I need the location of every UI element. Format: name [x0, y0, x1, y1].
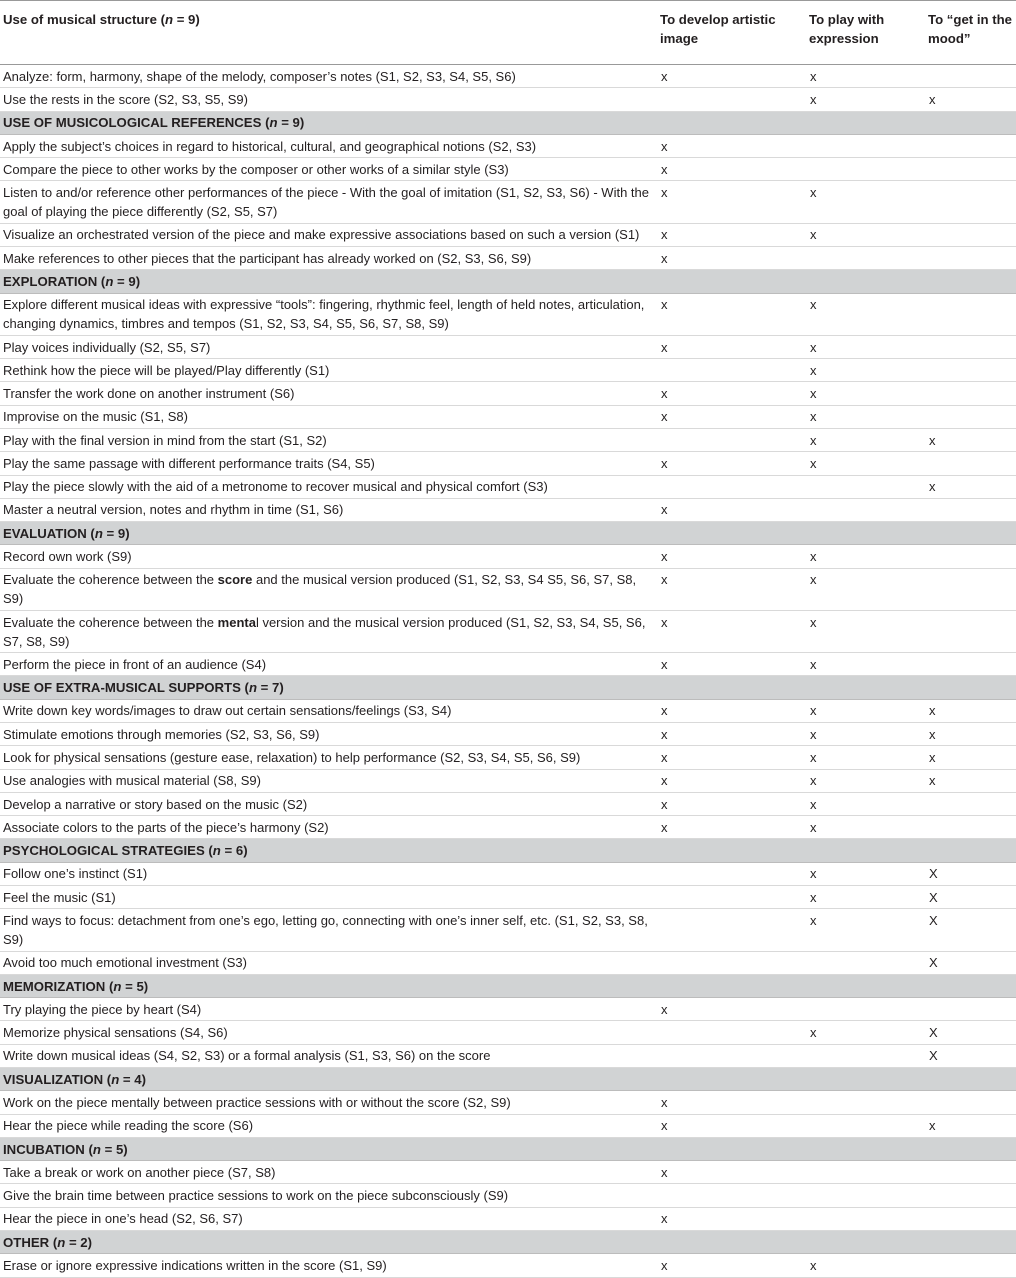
- mark-artistic-image: [657, 475, 806, 498]
- section-header: [0, 111, 1016, 134]
- table-row: [0, 1044, 1016, 1067]
- table-row: [0, 723, 1016, 746]
- section-header: [0, 974, 1016, 997]
- table-row: [0, 382, 1016, 405]
- table-row: [0, 1161, 1016, 1184]
- strategy-cell: Find ways to focus: detachment from one’s ego, letting go, connecting with one’s inner self, etc. (S1, S2, S3, S8, S9): [0, 909, 657, 951]
- section-title: [0, 111, 1016, 134]
- table-row: [0, 1207, 1016, 1230]
- section-title: [0, 1137, 1016, 1160]
- table-body: [0, 65, 1016, 1278]
- section-header: [0, 839, 1016, 862]
- table-header: [0, 1, 1016, 65]
- strategy-cell: Play the same passage with different performance traits (S4, S5): [0, 452, 657, 475]
- mark-get-in-the-mood: [925, 181, 1016, 223]
- strategy-cell: Apply the subject’s choices in regard to historical, cultural, and geographical notions (S2, S3): [0, 134, 657, 157]
- mark-get-in-the-mood: x: [925, 1114, 1016, 1137]
- table-row: [0, 158, 1016, 181]
- strategy-cell: Perform the piece in front of an audience (S4): [0, 653, 657, 676]
- mark-play-with-expression: x: [806, 88, 925, 111]
- mark-play-with-expression: x: [806, 359, 925, 382]
- section-title: [0, 839, 1016, 862]
- mark-play-with-expression: x: [806, 653, 925, 676]
- strategy-emphasis: score: [217, 572, 253, 588]
- mark-play-with-expression: x: [806, 792, 925, 815]
- section-title: [0, 1230, 1016, 1253]
- strategy-cell: Explore different musical ideas with expressive “tools”: fingering, rhythmic feel, length of held notes, articulation, changing dynamics, timbres and tempos (S1, S2, S3, S4, S5, S6, S7, S8, S9): [0, 293, 657, 335]
- mark-get-in-the-mood: X: [925, 951, 1016, 974]
- mark-get-in-the-mood: [925, 1161, 1016, 1184]
- mark-play-with-expression: x: [806, 65, 925, 88]
- mark-get-in-the-mood: x: [925, 746, 1016, 769]
- mark-artistic-image: x: [657, 1207, 806, 1230]
- strategy-emphasis: menta: [217, 614, 256, 630]
- strategy-cell: Master a neutral version, notes and rhythm in time (S1, S6): [0, 498, 657, 521]
- strategy-cell: Write down key words/images to draw out certain sensations/feelings (S3, S4): [0, 699, 657, 722]
- strategy-cell: Work on the piece mentally between practice sessions with or without the score (S2, S9): [0, 1091, 657, 1114]
- mark-artistic-image: x: [657, 792, 806, 815]
- strategy-cell: Give the brain time between practice sessions to work on the piece subconsciously (S9): [0, 1184, 657, 1207]
- mark-get-in-the-mood: x: [925, 769, 1016, 792]
- mark-play-with-expression: [806, 1207, 925, 1230]
- mark-play-with-expression: [806, 1044, 925, 1067]
- mark-play-with-expression: [806, 998, 925, 1021]
- mark-get-in-the-mood: [925, 382, 1016, 405]
- mark-play-with-expression: x: [806, 568, 925, 610]
- strategy-cell: Use the rests in the score (S2, S3, S5, S9): [0, 88, 657, 111]
- mark-play-with-expression: x: [806, 723, 925, 746]
- mark-play-with-expression: [806, 158, 925, 181]
- mark-play-with-expression: x: [806, 335, 925, 358]
- mark-play-with-expression: [806, 1184, 925, 1207]
- mark-play-with-expression: x: [806, 223, 925, 246]
- mark-artistic-image: x: [657, 699, 806, 722]
- mark-artistic-image: x: [657, 1161, 806, 1184]
- mark-artistic-image: x: [657, 998, 806, 1021]
- table-row: [0, 1091, 1016, 1114]
- section-title-text: EXPLORATION (: [3, 273, 106, 289]
- section-title-text: MEMORIZATION (: [3, 978, 114, 994]
- table-row: [0, 998, 1016, 1021]
- mark-get-in-the-mood: x: [925, 699, 1016, 722]
- strategy-cell: Associate colors to the parts of the piece’s harmony (S2): [0, 816, 657, 839]
- strategy-cell: Visualize an orchestrated version of the piece and make expressive associations based on such a version (S1): [0, 223, 657, 246]
- table-row: [0, 293, 1016, 335]
- section-title: [0, 676, 1016, 699]
- mark-get-in-the-mood: [925, 792, 1016, 815]
- table-row: [0, 181, 1016, 223]
- section-title: [0, 974, 1016, 997]
- strategy-cell: Stimulate emotions through memories (S2, S3, S6, S9): [0, 723, 657, 746]
- mark-artistic-image: x: [657, 816, 806, 839]
- mark-artistic-image: x: [657, 746, 806, 769]
- mark-get-in-the-mood: [925, 405, 1016, 428]
- table-row: [0, 134, 1016, 157]
- strategy-cell: Make references to other pieces that the participant has already worked on (S2, S3, S6, S9): [0, 246, 657, 269]
- mark-artistic-image: [657, 862, 806, 885]
- strategy-cell: Analyze: form, harmony, shape of the melody, composer’s notes (S1, S2, S3, S4, S5, S6): [0, 65, 657, 88]
- mark-artistic-image: x: [657, 452, 806, 475]
- mark-artistic-image: [657, 428, 806, 451]
- strategy-cell: Write down musical ideas (S4, S2, S3) or a formal analysis (S1, S3, S6) on the score: [0, 1044, 657, 1067]
- table-row: [0, 545, 1016, 568]
- strategy-cell: Rethink how the piece will be played/Play differently (S1): [0, 359, 657, 382]
- mark-artistic-image: [657, 1184, 806, 1207]
- mark-get-in-the-mood: [925, 335, 1016, 358]
- strategy-cell: Memorize physical sensations (S4, S6): [0, 1021, 657, 1044]
- mark-get-in-the-mood: [925, 998, 1016, 1021]
- mark-artistic-image: [657, 886, 806, 909]
- section-count: = 5): [100, 1141, 128, 1157]
- mark-get-in-the-mood: X: [925, 909, 1016, 951]
- mark-artistic-image: x: [657, 65, 806, 88]
- mark-get-in-the-mood: [925, 1254, 1016, 1277]
- section-n-label: n: [113, 978, 122, 994]
- mark-artistic-image: x: [657, 545, 806, 568]
- mark-artistic-image: x: [657, 1091, 806, 1114]
- strategy-cell: [0, 610, 657, 652]
- table-row: [0, 1184, 1016, 1207]
- mark-get-in-the-mood: [925, 293, 1016, 335]
- table-row: [0, 886, 1016, 909]
- mark-artistic-image: x: [657, 335, 806, 358]
- section-header: [0, 1137, 1016, 1160]
- strategy-cell: Use analogies with musical material (S8, S9): [0, 769, 657, 792]
- table-row: [0, 816, 1016, 839]
- mark-get-in-the-mood: [925, 568, 1016, 610]
- mark-artistic-image: x: [657, 653, 806, 676]
- mark-get-in-the-mood: [925, 1184, 1016, 1207]
- strategy-cell: Record own work (S9): [0, 545, 657, 568]
- strategy-cell: Look for physical sensations (gesture ease, relaxation) to help performance (S2, S3, S4, S5, S6, S9): [0, 746, 657, 769]
- mark-play-with-expression: x: [806, 1021, 925, 1044]
- mark-get-in-the-mood: [925, 452, 1016, 475]
- mark-artistic-image: [657, 951, 806, 974]
- mark-artistic-image: x: [657, 158, 806, 181]
- mark-get-in-the-mood: x: [925, 428, 1016, 451]
- table-row: [0, 475, 1016, 498]
- mark-get-in-the-mood: x: [925, 88, 1016, 111]
- strategy-cell: Erase or ignore expressive indications written in the score (S1, S9): [0, 1254, 657, 1277]
- strategy-cell: Play voices individually (S2, S5, S7): [0, 335, 657, 358]
- section-count: = 2): [65, 1234, 93, 1250]
- mark-artistic-image: x: [657, 723, 806, 746]
- table-row: [0, 428, 1016, 451]
- mark-play-with-expression: [806, 475, 925, 498]
- mark-get-in-the-mood: [925, 246, 1016, 269]
- mark-play-with-expression: x: [806, 909, 925, 951]
- section-header: [0, 1067, 1016, 1090]
- mark-get-in-the-mood: [925, 1207, 1016, 1230]
- mark-get-in-the-mood: x: [925, 475, 1016, 498]
- mark-get-in-the-mood: X: [925, 862, 1016, 885]
- table-row: [0, 405, 1016, 428]
- mark-play-with-expression: [806, 951, 925, 974]
- strategy-cell: Improvise on the music (S1, S8): [0, 405, 657, 428]
- section-title-text: PSYCHOLOGICAL STRATEGIES (: [3, 843, 213, 859]
- header-artistic-image: To develop artistic image: [657, 1, 806, 65]
- section-title-text: OTHER (: [3, 1234, 58, 1250]
- strategy-text: Evaluate the coherence between the: [3, 572, 218, 588]
- mark-get-in-the-mood: [925, 65, 1016, 88]
- mark-get-in-the-mood: [925, 653, 1016, 676]
- mark-play-with-expression: [806, 246, 925, 269]
- mark-artistic-image: x: [657, 223, 806, 246]
- mark-artistic-image: [657, 909, 806, 951]
- section-n-label: n: [105, 273, 114, 289]
- mark-play-with-expression: x: [806, 1254, 925, 1277]
- section-count: = 9): [277, 115, 305, 131]
- table-row: [0, 610, 1016, 652]
- header-strategy-count: = 9): [173, 12, 200, 27]
- table-row: [0, 223, 1016, 246]
- mark-artistic-image: x: [657, 134, 806, 157]
- mark-get-in-the-mood: [925, 610, 1016, 652]
- mark-artistic-image: x: [657, 1254, 806, 1277]
- section-title-text: VISUALIZATION (: [3, 1071, 112, 1087]
- mark-get-in-the-mood: [925, 498, 1016, 521]
- section-title-text: EVALUATION (: [3, 525, 95, 541]
- table-row: [0, 1114, 1016, 1137]
- mark-play-with-expression: [806, 1091, 925, 1114]
- section-header: [0, 1230, 1016, 1253]
- header-get-in-the-mood: To “get in the mood”: [925, 1, 1016, 65]
- strategy-cell: Avoid too much emotional investment (S3): [0, 951, 657, 974]
- strategy-cell: Play with the final version in mind from the start (S1, S2): [0, 428, 657, 451]
- mark-play-with-expression: [806, 498, 925, 521]
- mark-artistic-image: x: [657, 181, 806, 223]
- strategy-cell: Transfer the work done on another instrument (S6): [0, 382, 657, 405]
- mark-artistic-image: x: [657, 568, 806, 610]
- table-row: [0, 88, 1016, 111]
- table-row: [0, 909, 1016, 951]
- section-title-text: USE OF MUSICOLOGICAL REFERENCES (: [3, 115, 270, 131]
- mark-artistic-image: [657, 359, 806, 382]
- section-title: [0, 270, 1016, 293]
- mark-play-with-expression: x: [806, 428, 925, 451]
- strategy-cell: Develop a narrative or story based on the music (S2): [0, 792, 657, 815]
- section-header: [0, 522, 1016, 545]
- table-row: [0, 951, 1016, 974]
- mark-artistic-image: x: [657, 382, 806, 405]
- mark-play-with-expression: x: [806, 452, 925, 475]
- header-strategy: [0, 1, 657, 65]
- mark-artistic-image: x: [657, 293, 806, 335]
- mark-artistic-image: [657, 1044, 806, 1067]
- mark-play-with-expression: x: [806, 181, 925, 223]
- section-n-label: n: [212, 843, 221, 859]
- table-row: [0, 568, 1016, 610]
- table-row: [0, 1254, 1016, 1277]
- header-play-with-expression: To play with expression: [806, 1, 925, 65]
- mark-play-with-expression: [806, 1114, 925, 1137]
- strategy-cell: Take a break or work on another piece (S7, S8): [0, 1161, 657, 1184]
- section-title: [0, 1067, 1016, 1090]
- mark-play-with-expression: x: [806, 699, 925, 722]
- mark-artistic-image: x: [657, 769, 806, 792]
- mark-get-in-the-mood: [925, 134, 1016, 157]
- strategy-cell: Compare the piece to other works by the composer or other works of a similar style (S3): [0, 158, 657, 181]
- mark-play-with-expression: x: [806, 293, 925, 335]
- table-row: [0, 359, 1016, 382]
- mark-artistic-image: x: [657, 405, 806, 428]
- table-row: [0, 699, 1016, 722]
- mark-artistic-image: [657, 1021, 806, 1044]
- mark-play-with-expression: [806, 1161, 925, 1184]
- section-n-label: n: [57, 1234, 66, 1250]
- section-n-label: n: [248, 680, 258, 696]
- mark-get-in-the-mood: [925, 223, 1016, 246]
- mark-play-with-expression: x: [806, 746, 925, 769]
- mark-artistic-image: x: [657, 1114, 806, 1137]
- table-row: [0, 862, 1016, 885]
- mark-get-in-the-mood: X: [925, 1021, 1016, 1044]
- table-row: [0, 746, 1016, 769]
- section-title-text: USE OF EXTRA-MUSICAL SUPPORTS (: [3, 680, 249, 696]
- mark-play-with-expression: x: [806, 886, 925, 909]
- section-count: = 7): [257, 680, 284, 696]
- section-header: [0, 676, 1016, 699]
- table-row: [0, 769, 1016, 792]
- strategy-cell: Feel the music (S1): [0, 886, 657, 909]
- strategy-text: l version and the musical version produced (S1, S2, S3, S4, S5, S6, S7, S8, S9): [3, 614, 646, 649]
- section-n-label: n: [92, 1141, 101, 1157]
- mark-get-in-the-mood: [925, 359, 1016, 382]
- strategy-cell: [0, 568, 657, 610]
- strategy-cell: Hear the piece while reading the score (S6): [0, 1114, 657, 1137]
- mark-play-with-expression: x: [806, 769, 925, 792]
- mark-play-with-expression: x: [806, 545, 925, 568]
- mark-get-in-the-mood: [925, 816, 1016, 839]
- section-count: = 9): [102, 525, 130, 541]
- mark-get-in-the-mood: [925, 545, 1016, 568]
- mark-play-with-expression: x: [806, 816, 925, 839]
- section-count: = 5): [121, 978, 149, 994]
- strategy-text: and the musical version produced (S1, S2, S3, S4 S5, S6, S7, S8, S9): [3, 572, 637, 607]
- table-row: [0, 653, 1016, 676]
- mark-get-in-the-mood: X: [925, 886, 1016, 909]
- mark-play-with-expression: x: [806, 405, 925, 428]
- section-n-label: n: [94, 525, 103, 541]
- table-row: [0, 452, 1016, 475]
- mark-get-in-the-mood: X: [925, 1044, 1016, 1067]
- strategy-cell: Listen to and/or reference other performances of the piece - With the goal of imitation (S1, S2, S3, S6) - With the goal of playing the piece differently (S2, S5, S7): [0, 181, 657, 223]
- mark-play-with-expression: x: [806, 382, 925, 405]
- table-row: [0, 65, 1016, 88]
- mark-get-in-the-mood: [925, 158, 1016, 181]
- section-count: = 6): [220, 843, 248, 859]
- header-strategy-text: Use of musical structure (: [3, 12, 165, 27]
- section-count: = 9): [113, 273, 141, 289]
- strategy-cell: Follow one’s instinct (S1): [0, 862, 657, 885]
- mark-get-in-the-mood: x: [925, 723, 1016, 746]
- table-row: [0, 246, 1016, 269]
- section-n-label: n: [269, 115, 278, 131]
- mark-play-with-expression: [806, 134, 925, 157]
- table-row: [0, 335, 1016, 358]
- mark-artistic-image: x: [657, 246, 806, 269]
- section-title-text: INCUBATION (: [3, 1141, 93, 1157]
- table-row: [0, 792, 1016, 815]
- strategy-text: Evaluate the coherence between the: [3, 614, 218, 630]
- header-n-label: n: [164, 12, 174, 27]
- strategy-cell: Hear the piece in one’s head (S2, S6, S7): [0, 1207, 657, 1230]
- strategy-cell: Try playing the piece by heart (S4): [0, 998, 657, 1021]
- strategy-cell: Play the piece slowly with the aid of a metronome to recover musical and physical comfort (S3): [0, 475, 657, 498]
- table-row: [0, 1021, 1016, 1044]
- section-header: [0, 270, 1016, 293]
- mark-artistic-image: [657, 88, 806, 111]
- mark-artistic-image: x: [657, 498, 806, 521]
- section-count: = 4): [119, 1071, 147, 1087]
- section-n-label: n: [111, 1071, 120, 1087]
- mark-artistic-image: x: [657, 610, 806, 652]
- mark-play-with-expression: x: [806, 610, 925, 652]
- table-row: [0, 498, 1016, 521]
- mark-play-with-expression: x: [806, 862, 925, 885]
- mark-get-in-the-mood: [925, 1091, 1016, 1114]
- section-title: [0, 522, 1016, 545]
